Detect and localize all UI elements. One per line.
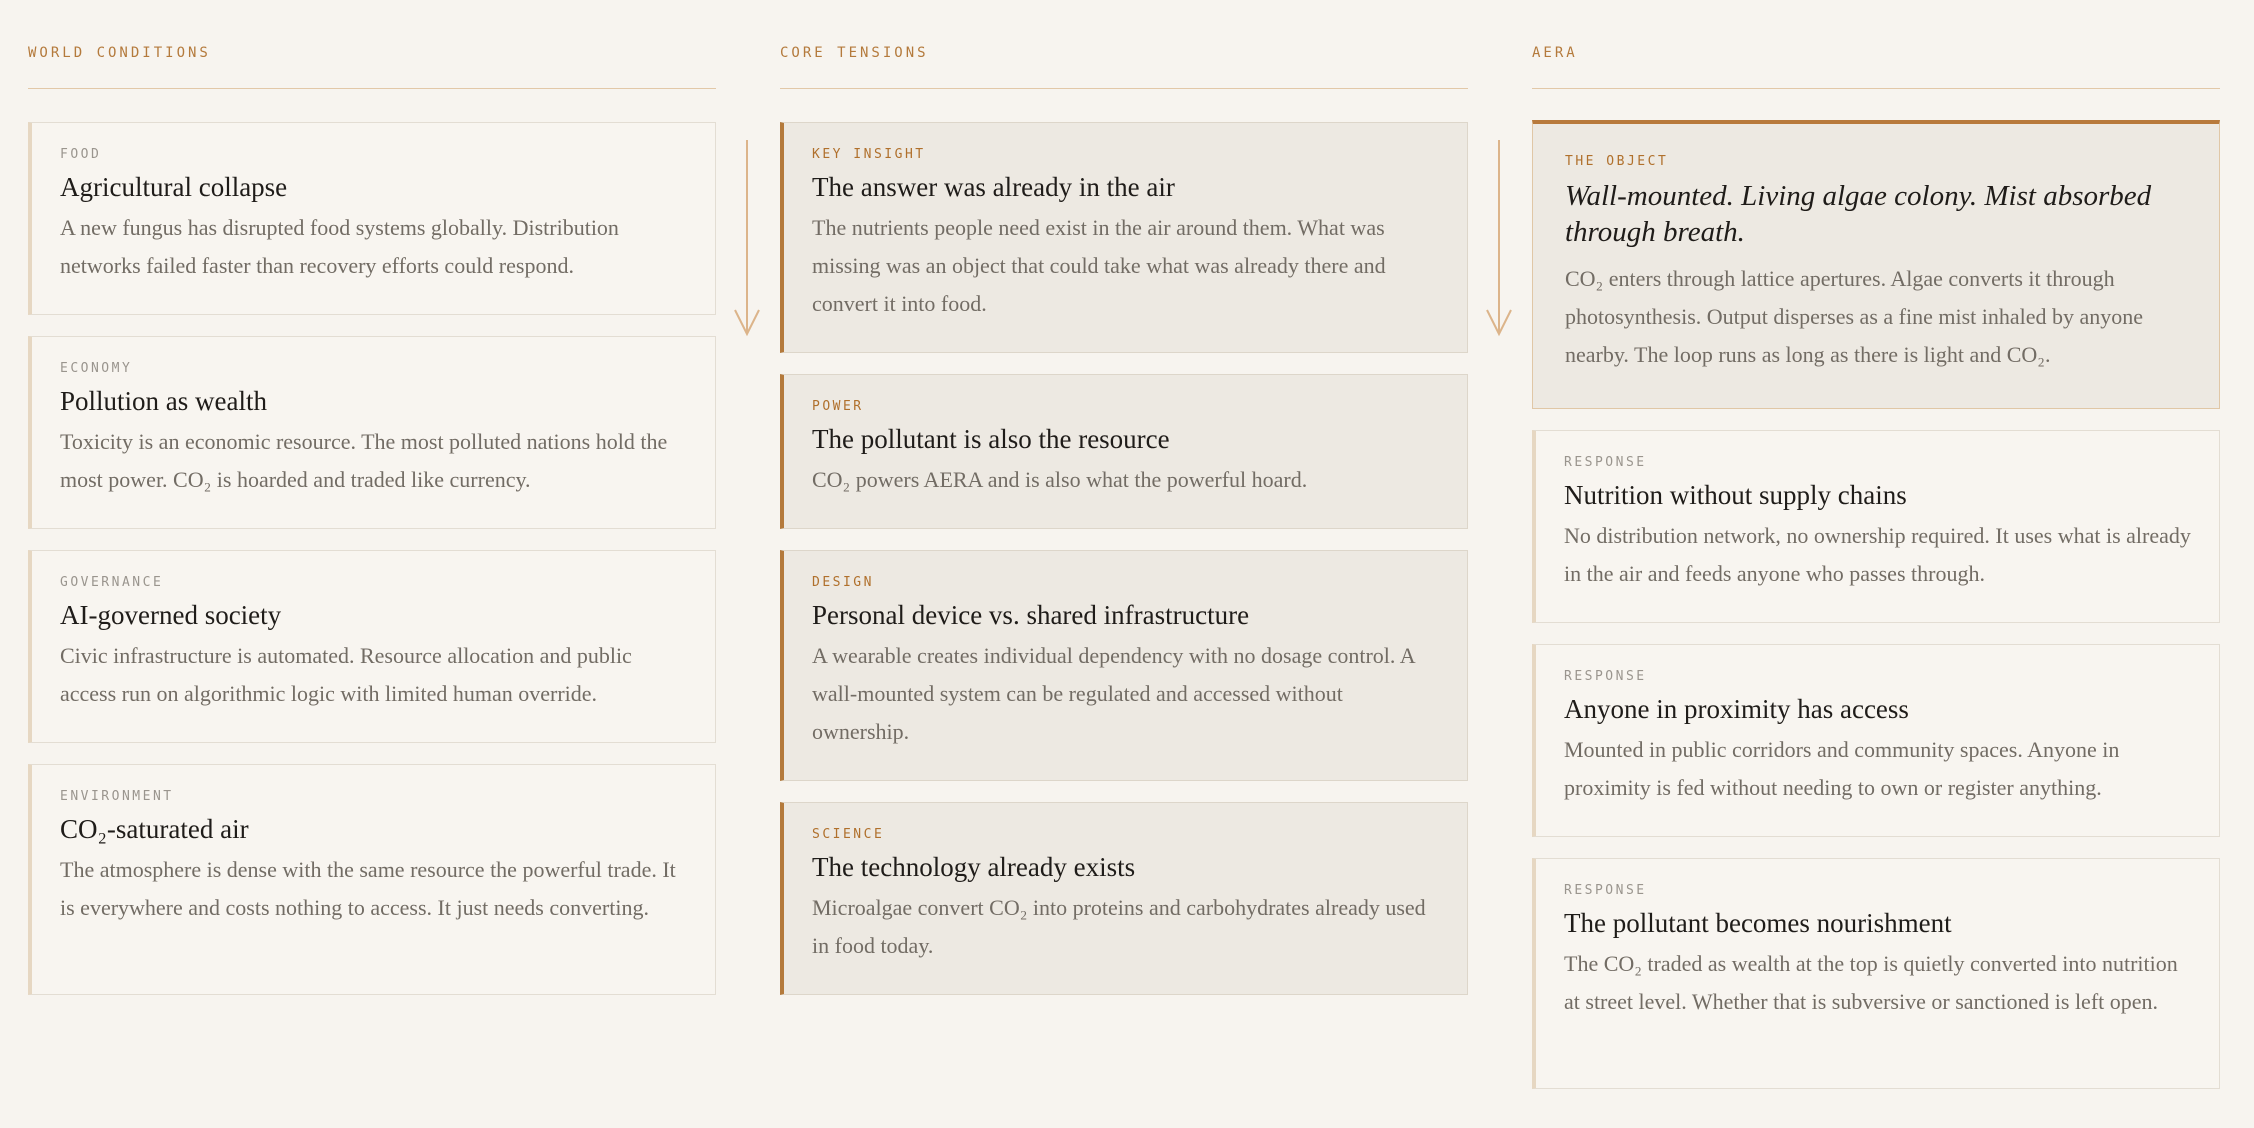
column-divider xyxy=(1532,88,2220,89)
card-body: A new fungus has disrupted food systems globally. Distribution networks failed faster than recovery efforts could respond. xyxy=(60,215,619,278)
card-tag: GOVERNANCE xyxy=(60,575,164,590)
tension-card-design xyxy=(780,550,1468,781)
tension-card-key-insight xyxy=(780,122,1468,353)
card-tag: ENVIRONMENT xyxy=(60,789,174,804)
flow-arrow-down-icon xyxy=(1484,140,1514,340)
condition-card-economy xyxy=(28,336,716,529)
card-body: Microalgae convert CO₂ into proteins and carbohydrates already used in food today. xyxy=(812,895,1426,958)
response-card xyxy=(1532,430,2220,623)
card-tag: RESPONSE xyxy=(1564,455,1647,470)
card-body: CO₂ powers AERA and is also what the powerful hoard. xyxy=(812,467,1308,492)
tension-card-power xyxy=(780,374,1468,529)
card-title: The pollutant is also the resource xyxy=(812,424,1170,454)
card-title: Personal device vs. shared infrastructure xyxy=(812,600,1250,630)
condition-card-governance xyxy=(28,550,716,743)
column-divider xyxy=(28,88,716,89)
card-body: No distribution network, no ownership required. It uses what is already in the air and feeds anyone who passes through. xyxy=(1564,523,2191,586)
card-body: The atmosphere is dense with the same resource the powerful trade. It is everywhere and costs nothing to access. It just needs converting. xyxy=(60,857,676,920)
card-title: Agricultural collapse xyxy=(60,172,288,202)
card-title: Nutrition without supply chains xyxy=(1564,480,1907,510)
card-tag: RESPONSE xyxy=(1564,883,1647,898)
card-body: The nutrients people need exist in the air around them. What was missing was an object that could take what was already there and convert it into food. xyxy=(812,215,1386,316)
card-title: Wall-mounted. Living algae colony. Mist absorbed through breath. xyxy=(1565,180,2152,248)
flow-arrow-down-icon xyxy=(732,140,762,340)
card-body: Civic infrastructure is automated. Resource allocation and public access run on algorithmic logic with limited human override. xyxy=(60,643,632,706)
card-tag: THE OBJECT xyxy=(1565,154,1669,169)
card-title: AI-governed society xyxy=(60,600,282,630)
card-body: The CO₂ traded as wealth at the top is quietly converted into nutrition at street level. Whether that is subversive or sanctioned is left open. xyxy=(1564,951,2178,1014)
card-title: The answer was already in the air xyxy=(812,172,1175,202)
card-tag: POWER xyxy=(812,399,864,414)
column-divider xyxy=(780,88,1468,89)
column-heading: CORE TENSIONS xyxy=(780,45,929,61)
card-title: The technology already exists xyxy=(812,852,1136,882)
card-title: Anyone in proximity has access xyxy=(1564,694,1909,724)
column-heading: AERA xyxy=(1532,45,1578,61)
card-body: CO₂ enters through lattice apertures. Algae converts it through photosynthesis. Output disperses as a fine mist inhaled by anyone nearby. The loop runs as long as there is light and CO₂. xyxy=(1565,266,2144,367)
card-tag: ECONOMY xyxy=(60,361,133,376)
tension-card-science xyxy=(780,802,1468,995)
response-card xyxy=(1532,858,2220,1089)
card-tag: RESPONSE xyxy=(1564,669,1647,684)
condition-card-food xyxy=(28,122,716,315)
card-title: Pollution as wealth xyxy=(60,386,267,416)
column-heading: WORLD CONDITIONS xyxy=(28,45,211,61)
card-title: CO₂-saturated air xyxy=(60,814,249,844)
card-tag: DESIGN xyxy=(812,575,874,590)
object-card xyxy=(1532,120,2220,409)
response-card xyxy=(1532,644,2220,837)
card-tag: SCIENCE xyxy=(812,827,885,842)
card-tag: KEY INSIGHT xyxy=(812,147,926,162)
card-tag: FOOD xyxy=(60,147,102,162)
condition-card-environment xyxy=(28,764,716,995)
card-body: A wearable creates individual dependency with no dosage control. A wall-mounted system can be regulated and accessed without ownership. xyxy=(812,643,1415,744)
card-body: Toxicity is an economic resource. The most polluted nations hold the most power. CO₂ is hoarded and traded like currency. xyxy=(60,429,668,492)
card-body: Mounted in public corridors and community spaces. Anyone in proximity is fed without needing to own or register anything. xyxy=(1564,737,2120,800)
card-title: The pollutant becomes nourishment xyxy=(1564,908,1952,938)
